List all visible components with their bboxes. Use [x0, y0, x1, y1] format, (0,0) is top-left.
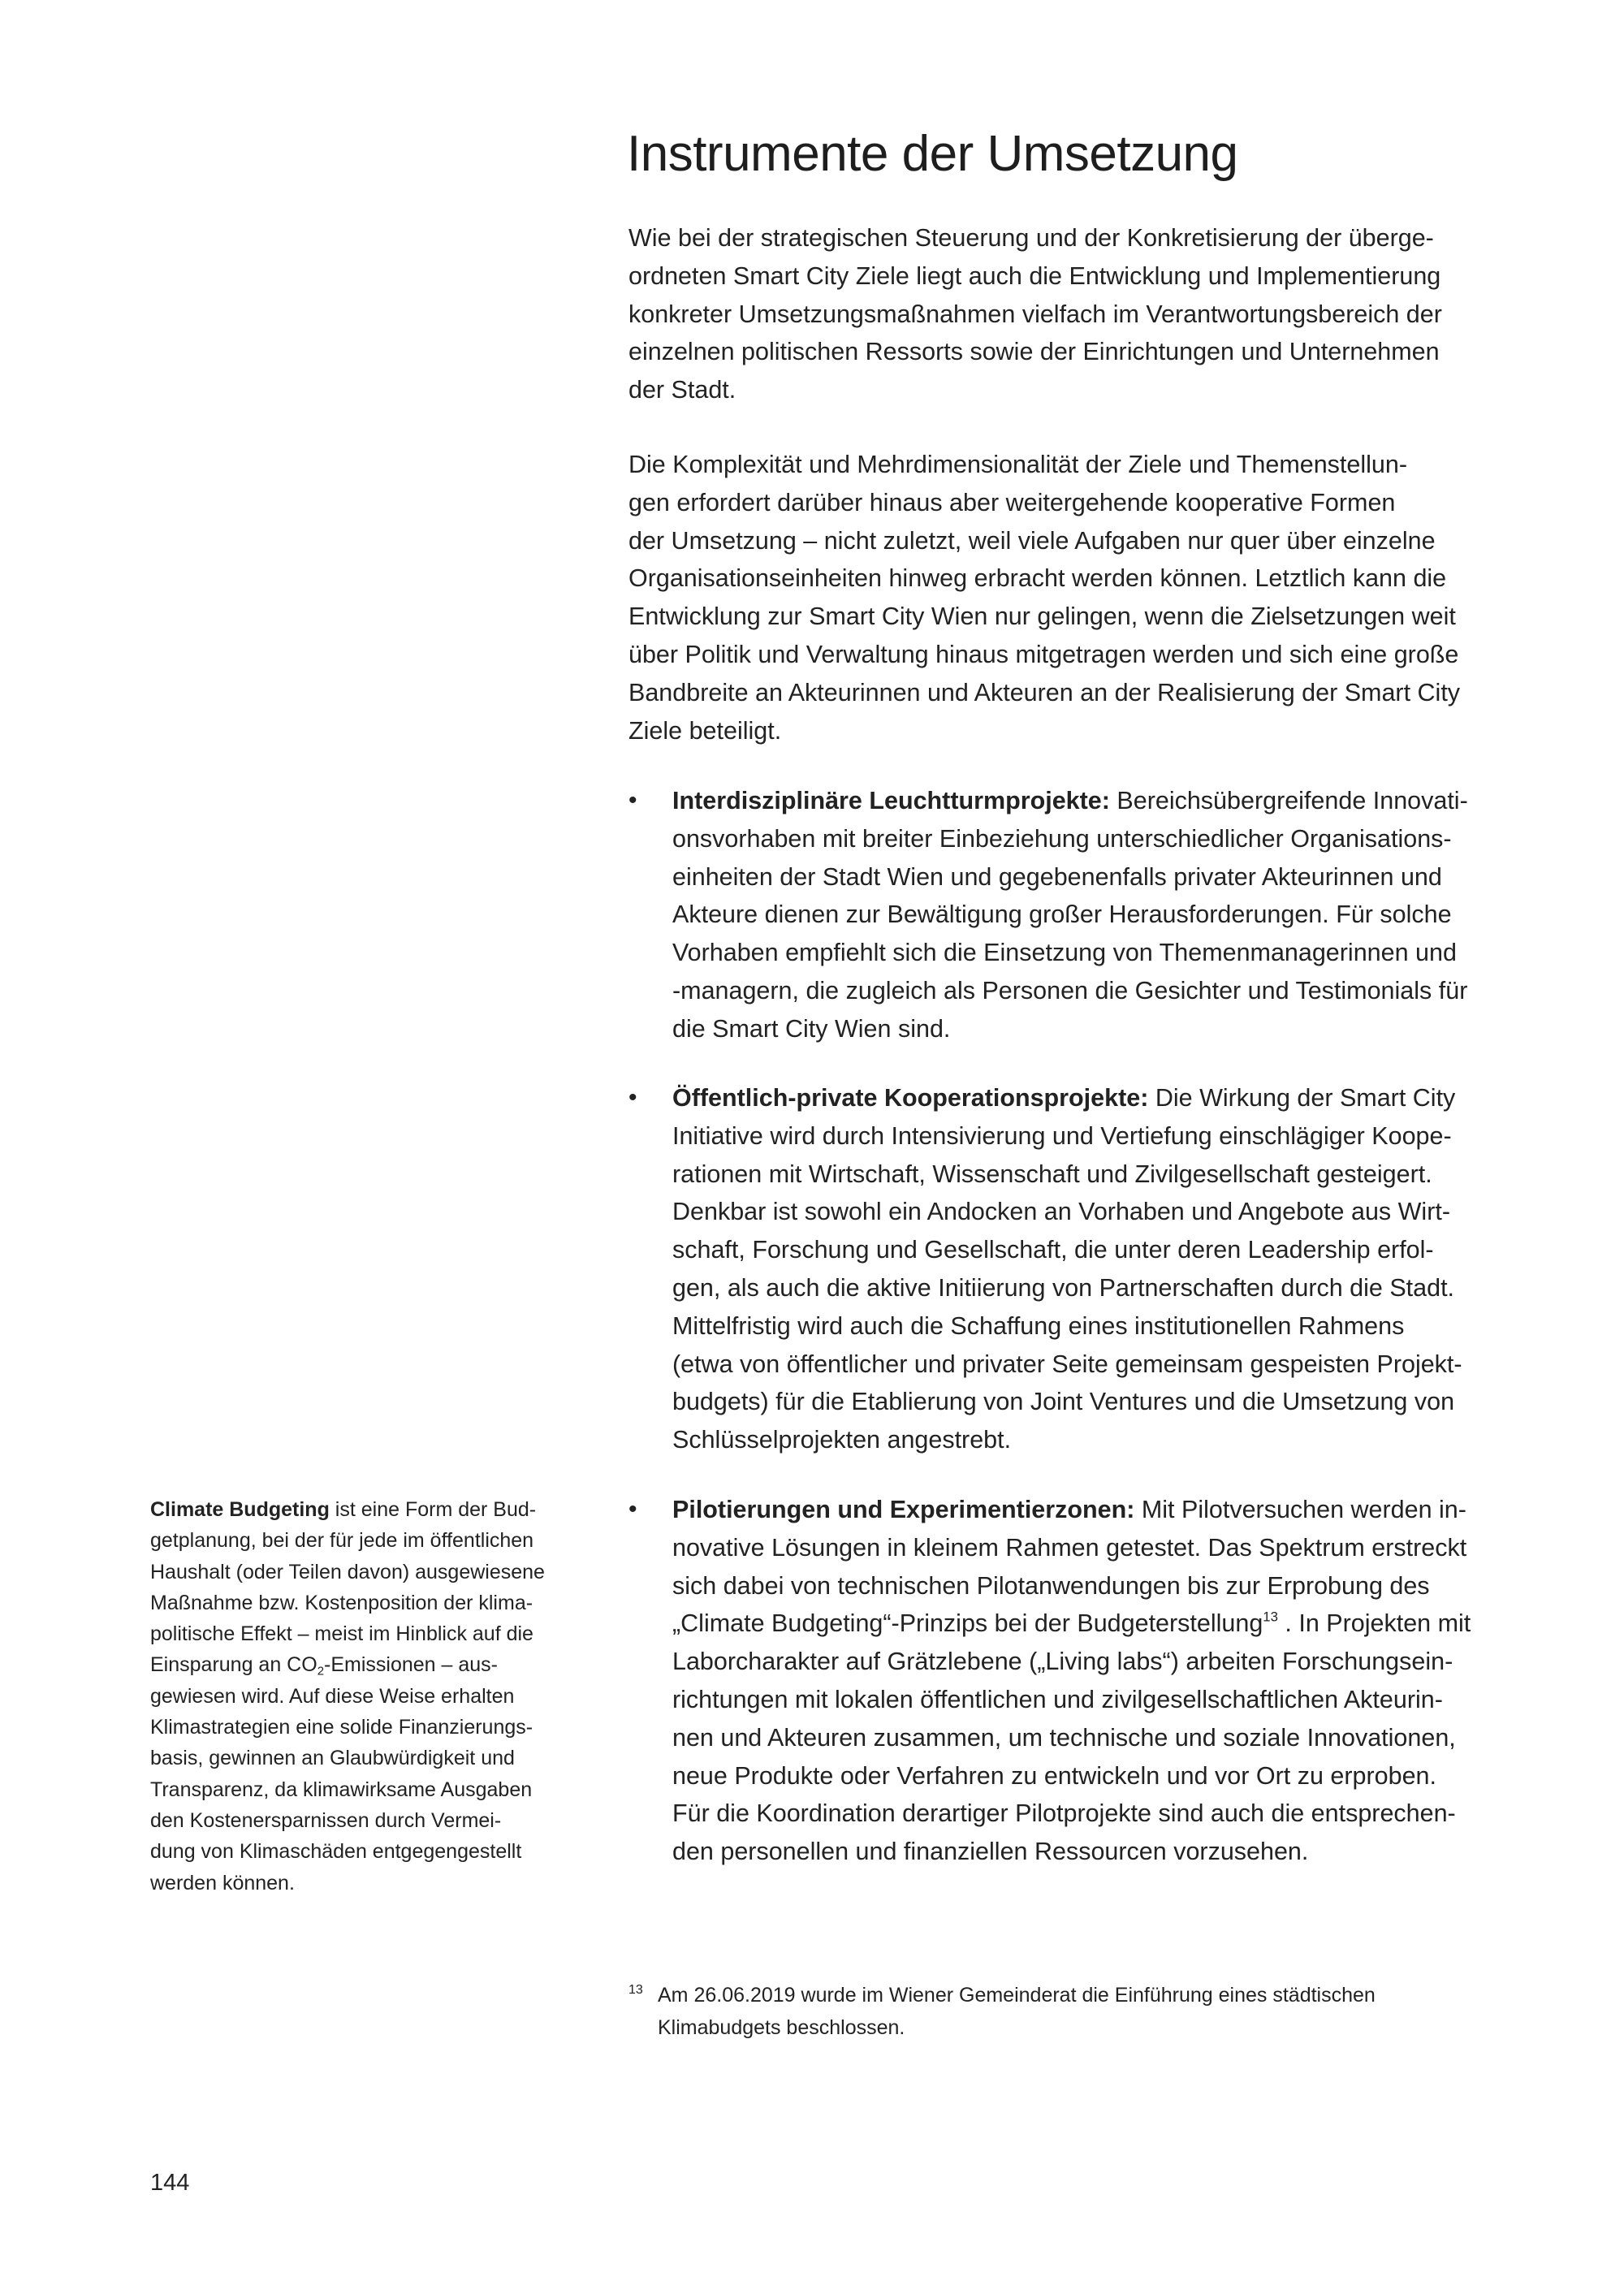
text-line: Für die Koordination derartiger Pilotprojekte sind auch die entsprechen-: [672, 1799, 1456, 1828]
footnote-reference: 13: [1263, 1609, 1278, 1625]
bold-lead: Climate Budgeting: [150, 1498, 330, 1521]
text-line: Schlüsselprojekten angestrebt.: [672, 1426, 1012, 1454]
text-line: [672, 1079, 1462, 1117]
text-line: gewiesen wird. Auf diese Weise erhalten: [150, 1684, 515, 1708]
text-line: über Politik und Verwaltung hinaus mitgetragen werden und sich eine große: [628, 640, 1459, 668]
text-line: gen, als auch die aktive Initiierung von Partnerschaften durch die Stadt.: [672, 1273, 1455, 1302]
bullet-text: [672, 1491, 1471, 1871]
text-line: onsvorhaben mit breiter Einbeziehung unterschiedlicher Organisations-: [672, 824, 1452, 853]
text-line: konkreter Umsetzungsmaßnahmen vielfach im Verantwortungsbereich der: [628, 300, 1442, 328]
text-segment: „Climate Budgeting“-Prinzips bei der Budgeterstellung: [672, 1609, 1263, 1638]
text-line: ordneten Smart City Ziele liegt auch die Entwicklung und Implementierung: [628, 261, 1441, 290]
text-segment: -Emissionen – aus-: [324, 1653, 499, 1677]
text-line: neue Produkte oder Verfahren zu entwickeln und vor Ort zu erproben.: [672, 1761, 1436, 1790]
text-segment: Mit Pilotversuchen werden in-: [1134, 1496, 1466, 1523]
footnote-text: [658, 1979, 1376, 2044]
text-line: politische Effekt – meist im Hinblick auf die: [150, 1622, 533, 1646]
text-line: richtungen mit lokalen öffentlichen und zivilgesellschaftlichen Akteurin-: [672, 1685, 1443, 1713]
bullet-item-leuchtturmprojekte: [628, 782, 1468, 1048]
text-line: gen erfordert darüber hinaus aber weitergehende kooperative Formen: [628, 488, 1396, 516]
text-line: [150, 1649, 545, 1680]
text-line: rationen mit Wirtschaft, Wissenschaft und Zivilgesellschaft gesteigert.: [672, 1160, 1432, 1188]
text-line: einheiten der Stadt Wien und gegebenenfalls privater Akteurinnen und: [672, 862, 1442, 891]
text-line: Initiative wird durch Intensivierung und Vertiefung einschlägiger Koope-: [672, 1121, 1452, 1150]
text-segment: Bereichsübergreifende Innovati-: [1109, 787, 1468, 814]
bold-lead: Interdisziplinäre Leuchtturmprojekte:: [672, 787, 1110, 814]
text-line: den personellen und finanziellen Ressourcen vorzusehen.: [672, 1838, 1309, 1866]
text-line: den Kostenersparnissen durch Vermei-: [150, 1808, 502, 1832]
text-line: basis, gewinnen an Glaubwürdigkeit und: [150, 1747, 515, 1770]
text-line: Wie bei der strategischen Steuerung und der Konkretisierung der überge-: [628, 224, 1434, 252]
text-line: Organisationseinheiten hinweg erbracht werden können. Letztlich kann die: [628, 564, 1447, 593]
text-line: Mittelfristig wird auch die Schaffung eines institutionellen Rahmens: [672, 1311, 1405, 1340]
text-line: dung von Klimaschäden entgegengestellt: [150, 1840, 522, 1864]
bold-lead: Öffentlich-private Kooperationsprojekte:: [672, 1084, 1149, 1112]
sidebar-note-climate-budgeting: [150, 1494, 545, 1899]
text-line: der Umsetzung – nicht zuletzt, weil viele Aufgaben nur quer über einzelne: [628, 526, 1436, 555]
paragraph-intro: [628, 219, 1442, 409]
text-line: [672, 1491, 1471, 1529]
text-line: (etwa von öffentlicher und privater Seite gemeinsam gespeisten Projekt-: [672, 1350, 1462, 1378]
text-line: werden können.: [150, 1871, 295, 1894]
text-line: einzelnen politischen Ressorts sowie der Einrichtungen und Unternehmen: [628, 338, 1440, 366]
text-line: Transparenz, da klimawirksame Ausgaben: [150, 1778, 533, 1801]
text-line: Haushalt (oder Teilen davon) ausgewiesene: [150, 1560, 545, 1583]
text-line: -managern, die zugleich als Personen die Gesichter und Testimonials für: [672, 976, 1468, 1004]
text-line: [150, 1494, 545, 1525]
text-segment: . In Projekten mit: [1277, 1609, 1471, 1638]
text-line: Am 26.06.2019 wurde im Wiener Gemeinderat die Einführung eines städtischen: [658, 1984, 1376, 2007]
text-line: Bandbreite an Akteurinnen und Akteuren an der Realisierung der Smart City: [628, 678, 1461, 706]
text-line: Maßnahme bzw. Kostenposition der klima-: [150, 1591, 533, 1614]
text-line: getplanung, bei der für jede im öffentlichen: [150, 1529, 534, 1553]
page-title: Instrumente der Umsetzung: [627, 126, 1238, 182]
text-segment: Einsparung an CO: [150, 1653, 317, 1677]
text-line: budgets) für die Etablierung von Joint Ventures und die Umsetzung von: [672, 1388, 1455, 1416]
text-line: Laborcharakter auf Grätzlebene („Living labs“) arbeiten Forschungsein-: [672, 1648, 1453, 1676]
text-line: Akteure dienen zur Bewältigung großer Herausforderungen. Für solche: [672, 901, 1452, 929]
bullet-icon: •: [628, 1496, 637, 1523]
bullet-item-kooperationsprojekte: [628, 1079, 1462, 1459]
text-line: Die Komplexität und Mehrdimensionalität der Ziele und Themenstellun-: [628, 451, 1407, 478]
page-number: 144: [150, 2170, 190, 2196]
footnote-number: 13: [628, 1983, 643, 1997]
footnote: [628, 1979, 1376, 2044]
text-line: schaft, Forschung und Gesellschaft, die unter deren Leadership erfol-: [672, 1236, 1434, 1264]
paragraph-complexity: [628, 446, 1460, 750]
text-line: [672, 782, 1468, 820]
text-line: sich dabei von technischen Pilotanwendungen bis zur Erprobung des: [672, 1571, 1430, 1600]
text-line: Ziele beteiligt.: [628, 716, 782, 745]
subscript: 2: [317, 1664, 325, 1678]
text-line: Entwicklung zur Smart City Wien nur gelingen, wenn die Zielsetzungen weit: [628, 603, 1456, 631]
text-line: nen und Akteuren zusammen, um technische und soziale Innovationen,: [672, 1723, 1456, 1752]
text-line: Vorhaben empfiehlt sich die Einsetzung von Themenmanagerinnen und: [672, 939, 1457, 967]
text-line: Denkbar ist sowohl ein Andocken an Vorhaben und Angebote aus Wirt-: [672, 1198, 1450, 1226]
text-line: novative Lösungen in kleinem Rahmen getestet. Das Spektrum erstreckt: [672, 1533, 1467, 1562]
text-line: die Smart City Wien sind.: [672, 1014, 951, 1043]
bullet-text: [672, 782, 1468, 1048]
bold-lead: Pilotierungen und Experimentierzonen:: [672, 1496, 1135, 1523]
bullet-icon: •: [628, 1084, 637, 1111]
text-segment: ist eine Form der Bud-: [329, 1498, 537, 1521]
text-line: [672, 1605, 1471, 1643]
text-line: der Stadt.: [628, 376, 736, 404]
bullet-text: [672, 1079, 1462, 1459]
bullet-icon: •: [628, 787, 637, 814]
text-segment: Die Wirkung der Smart City: [1148, 1084, 1456, 1112]
text-line: Klimabudgets beschlossen.: [658, 2016, 905, 2039]
bullet-item-pilotierungen: [628, 1491, 1471, 1871]
text-line: Klimastrategien eine solide Finanzierungs-: [150, 1716, 533, 1739]
